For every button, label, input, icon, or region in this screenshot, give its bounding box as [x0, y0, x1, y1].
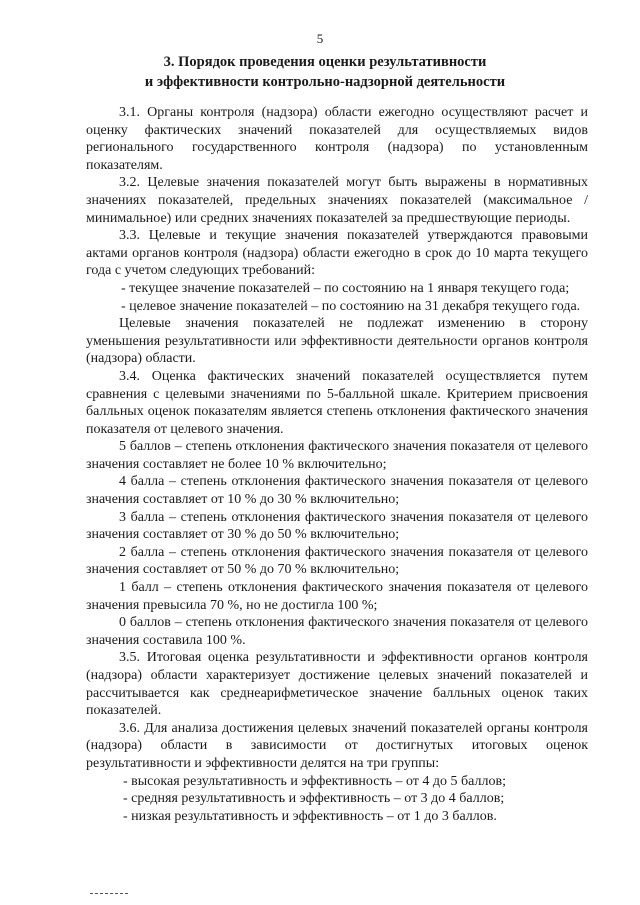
score-5-points: 5 баллов – степень отклонения фактического значения показателя от целевого значения составляет не более 10 % включительно;: [86, 439, 588, 472]
section-title: [80, 52, 570, 92]
list-item-low-group: - низкая результативность и эффективность – от 1 до 3 баллов.: [123, 808, 497, 824]
paragraph-3-5: 3.5. Итоговая оценка результативности и эффективности органов контроля (надзора) области характеризует достижение целевых значений показателей и рассчитывается как среднеарифметическое значение балльных оценок таких показателей.: [86, 650, 588, 719]
list-item-current-value: - текущее значение показателей – по состоянию на 1 января текущего года;: [121, 280, 570, 296]
document-body: [86, 104, 588, 825]
paragraph-3-1: 3.1. Органы контроля (надзора) области ежегодно осуществляют расчет и оценку фактических значений показателей для осуществляемых видов регионального государственного контроля (надзора) по установленным показателям.: [86, 105, 588, 173]
score-1-point: 1 балл – степень отклонения фактического значения показателя от целевого значения превысила 70 %, но не достигла 100 %;: [86, 580, 588, 613]
paragraph-3-6: 3.6. Для анализа достижения целевых значений показателей органы контроля (надзора) области в зависимости от достигнутых итоговых оценок результативности и эффективности делятся на три группы:: [86, 720, 588, 771]
paragraph-target-values-note: Целевые значения показателей не подлежат изменению в сторону уменьшения результативности или эффективности деятельности органов контроля (надзора) области.: [86, 316, 588, 367]
paragraph-3-4: 3.4. Оценка фактических значений показателей осуществляется путем сравнения с целевыми значениями по 5-балльной шкале. Критерием присвоения балльных оценок показателям является степень отклонения фактического значения показателя от целевого значения.: [86, 368, 588, 437]
score-2-points: 2 балла – степень отклонения фактического значения показателя от целевого значения составляет от 50 % до 70 % включительно;: [86, 544, 588, 578]
score-3-points: 3 балла – степень отклонения фактического значения показателя от целевого значения составляет от 30 % до 50 % включительно;: [86, 509, 588, 543]
page-number: 5: [316, 31, 324, 46]
section-title-line-1: 3. Порядок проведения оценки результативности: [163, 54, 487, 70]
footer-divider: [90, 893, 128, 894]
list-item-high-group: - высокая результативность и эффективность – от 4 до 5 баллов;: [123, 773, 506, 789]
list-item-target-value: - целевое значение показателей – по состоянию на 31 декабря текущего года.: [121, 298, 581, 314]
score-4-points: 4 балла – степень отклонения фактического значения показателя от целевого значения составляет от 10 % до 30 % включительно;: [86, 474, 588, 508]
list-item-medium-group: - средняя результативность и эффективность – от 3 до 4 баллов;: [123, 791, 505, 807]
paragraph-3-3: 3.3. Целевые и текущие значения показателей утверждаются правовыми актами органов контроля (надзора) области ежегодно в срок до 10 марта текущего года с учетом следующих требований:: [86, 228, 588, 279]
score-0-points: 0 баллов – степень отклонения фактического значения показателя от целевого значения составила 100 %.: [86, 615, 588, 648]
section-title-line-2: и эффективности контрольно-надзорной деятельности: [144, 74, 506, 90]
paragraph-3-2: 3.2. Целевые значения показателей могут быть выражены в нормативных значениях показателей, предельных значениях показателей (максимальное / минимальное) или средних значениях показателей за предшествующие периоды.: [86, 175, 588, 226]
